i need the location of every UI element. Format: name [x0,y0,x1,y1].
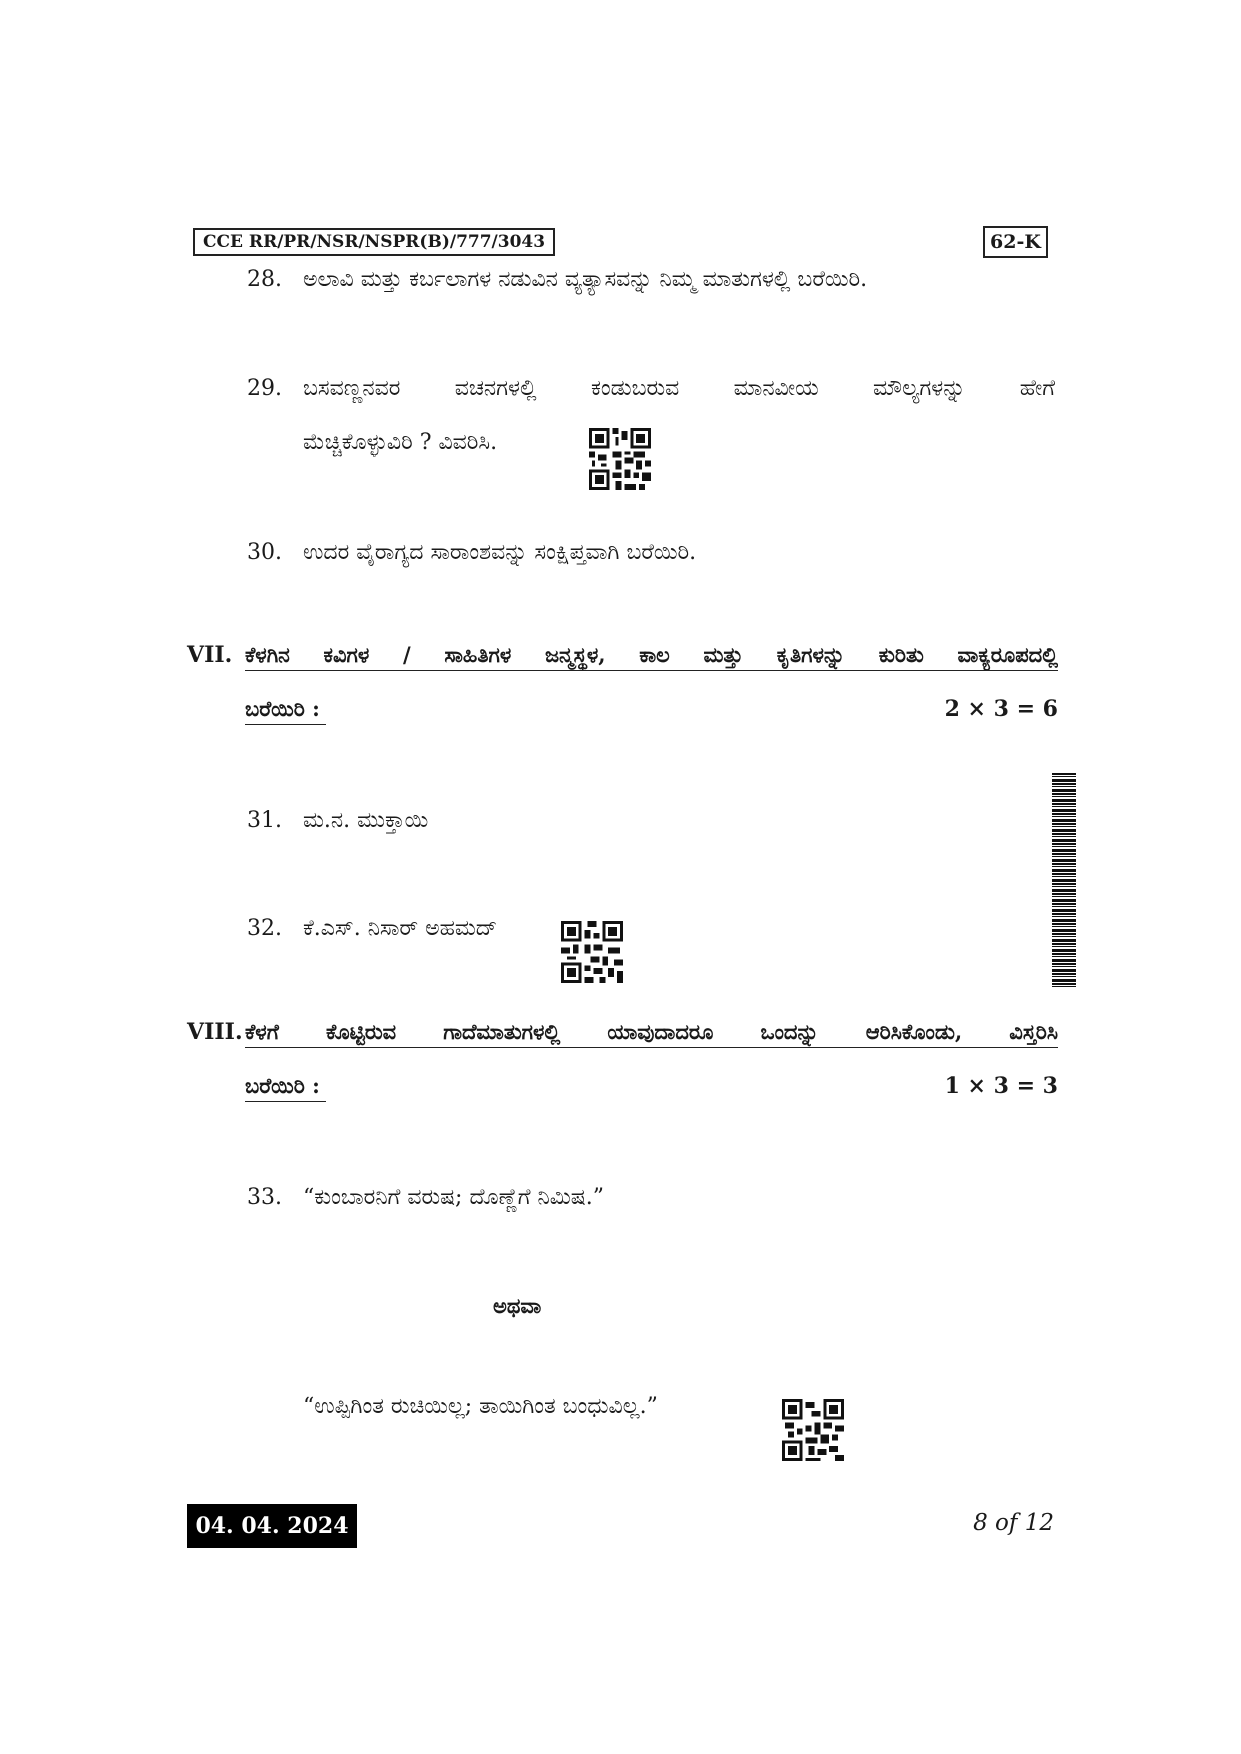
barcode [1052,773,1076,989]
word: / [403,642,411,667]
word: ಒಂದನ್ನು [760,1019,819,1044]
paper-code: CCE RR/PR/NSR/NSPR(B)/777/3043 [193,228,555,256]
word: ಕಾಲ [639,642,670,667]
question-number: 30. [247,540,282,565]
question-text: ಉದರ ವೈರಾಗ್ಯದ ಸಾರಾಂಶವನ್ನು ಸಂಕ್ಷಿಪ್ತವಾಗಿ ಬರೆಯಿರಿ. [303,540,697,565]
word: ಕೆಳಗಿನ [245,642,290,667]
word: ಕವಿಗಳ [323,642,370,667]
question-text: “ಕುಂಬಾರನಿಗೆ ವರುಷ; ದೊಣ್ಣೆಗೆ ನಿಮಿಷ.” [303,1185,604,1210]
word: ಸಾಹಿತಿಗಳ [444,642,512,667]
word: ವಚನಗಳಲ್ಲಿ [454,376,537,401]
section-8-number: VIII. [187,1019,243,1045]
question-number: 32. [247,916,282,941]
word: ಕೊಟ್ಟಿರುವ [325,1019,397,1044]
question-31 [247,806,428,836]
question-number: 28. [247,267,282,292]
section-8-instruction-end: ಬರೆಯಿರಿ : [245,1071,326,1102]
word: ಕೃತಿಗಳನ್ನು [776,642,846,667]
word: ಯಾವುದಾದರೂ [607,1019,714,1044]
question-text: ಅಲಾವಿ ಮತ್ತು ಕರ್ಬಲಾಗಳ ನಡುವಿನ ವ್ಯತ್ಯಾಸವನ್ನು ನಿಮ್ಮ ಮಾತುಗಳಲ್ಲಿ ಬರೆಯಿರಿ. [303,267,868,292]
qr-code-icon [589,428,651,490]
question-30 [247,538,696,568]
question-number: 33. [247,1185,282,1210]
question-29-line1 [303,374,1055,404]
page-code: 62-K [983,226,1048,258]
question-32 [247,914,497,944]
word: ಮೌಲ್ಯಗಳನ್ನು [872,376,966,401]
section-7-number: VII. [187,642,233,668]
word: ಕೆಳಗೆ [245,1019,279,1044]
word: ಆರಿಸಿಕೊಂಡು, [865,1019,963,1044]
word: ಕುರಿತು [878,642,924,667]
section-7-instruction-end: ಬರೆಯಿರಿ : [245,694,326,725]
question-29-line2: ಮೆಚ್ಚಿಕೊಳ್ಳುವಿರಿ ? ವಿವರಿಸಿ. [303,430,498,455]
word: ಹೇಗೆ [1019,376,1056,401]
word: ವಿಸ್ತರಿಸಿ [1009,1019,1058,1044]
question-text: ಮ.ನ. ಮುಕ್ತಾಯಿ [303,808,429,833]
word: ಜನ್ಮಸ್ಥಳ, [544,642,606,667]
page-number: 8 of 12 [973,1510,1054,1536]
or-label: ಅಥವಾ [493,1293,542,1318]
section-7-instruction [245,640,1058,671]
question-28 [247,265,867,295]
exam-date: 04. 04. 2024 [187,1504,357,1548]
word: ಮಾನವೀಯ [733,376,819,401]
word: ವಾಕ್ಯರೂಪದಲ್ಲಿ [957,642,1058,667]
word: ಕಂಡುಬರುವ [590,376,680,401]
qr-code-icon [561,921,623,983]
section-8-marks: 1 × 3 = 3 [944,1073,1058,1099]
question-text: ಕೆ.ಎಸ್. ನಿಸಾರ್ ಅಹಮದ್ [303,916,498,941]
qr-code-icon [782,1399,844,1461]
proverb-alternate: “ಉಪ್ಪಿಗಿಂತ ರುಚಿಯಿಲ್ಲ; ತಾಯಿಗಿಂತ ಬಂಧುವಿಲ್ಲ.” [303,1394,658,1419]
word: ಗಾದೆಮಾತುಗಳಲ್ಲಿ [443,1019,561,1044]
word: ಮತ್ತು [703,642,744,667]
question-33 [247,1183,604,1213]
question-29-number: 29. [247,376,282,401]
word: ಬಸವಣ್ಣನವರ [303,376,401,401]
section-7-marks: 2 × 3 = 6 [944,696,1058,722]
section-8-instruction [245,1017,1058,1048]
question-number: 31. [247,808,282,833]
